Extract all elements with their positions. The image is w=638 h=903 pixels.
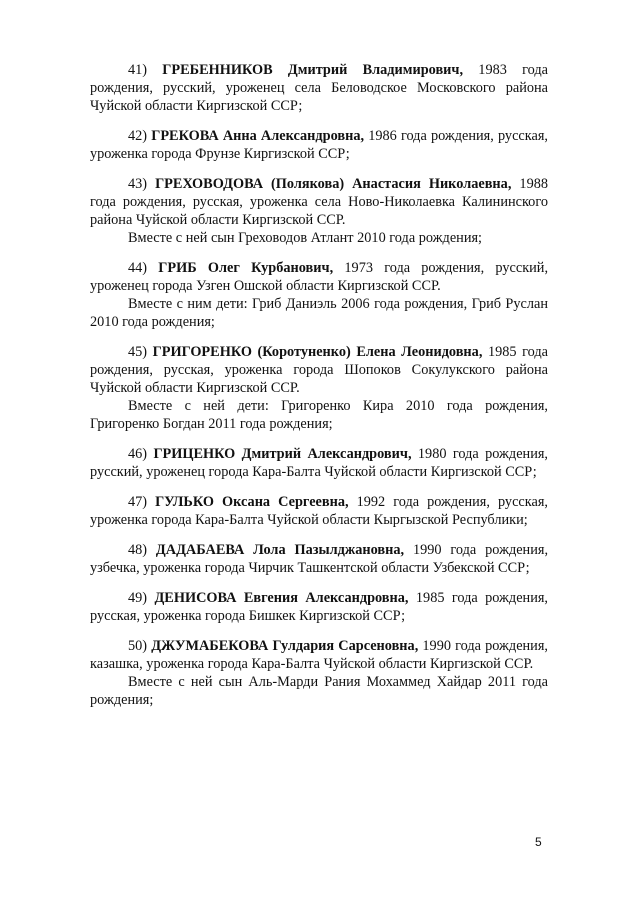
person-name: ГРЕБЕННИКОВ Дмитрий Владимирович, <box>162 62 464 78</box>
list-item <box>90 343 548 433</box>
entry-number: 46) <box>128 446 148 462</box>
list-item <box>90 493 548 529</box>
entry-details: 1990 года рождения, узбечка, уроженка города Чирчик Ташкентской области Узбекской ССР; <box>90 542 549 576</box>
person-name: ДЖУМАБЕКОВА Гулдария Сарсеновна, <box>151 638 419 654</box>
entry-number: 45) <box>128 344 148 360</box>
person-name: ДАДАБАЕВА Лола Пазылджановна, <box>155 542 405 558</box>
entry-note: Вместе с ней дети: Григоренко Кира 2010 года рождения, Григоренко Богдан 2011 года рождения; <box>90 398 548 432</box>
person-name: ГУЛЬКО Оксана Сергеевна, <box>155 494 349 510</box>
entry-number: 49) <box>128 590 148 606</box>
entry-details: 1985 года рождения, русская, уроженка города Шопоков Сокулукского района Чуйской области Киргизской ССР. <box>90 344 548 396</box>
entry-details: 1983 года рождения, русский, уроженец села Беловодское Московского района Чуйской области Киргизской ССР; <box>90 62 548 114</box>
person-name: ГРИБ Олег Курбанович, <box>158 260 334 276</box>
entry-note: Вместе с ней сын Греховодов Атлант 2010 года рождения; <box>128 230 483 246</box>
entry-paragraph <box>90 493 548 529</box>
entry-paragraph <box>90 541 548 577</box>
entry-details: 1990 года рождения, казашка, уроженка города Кара-Балта Чуйской области Киргизской ССР. <box>90 638 548 672</box>
person-name: ДЕНИСОВА Евгения Александровна, <box>154 590 409 606</box>
entry-details: 1988 года рождения, русская, уроженка села Ново-Николаевка Калининского района Чуйской области Киргизской ССР. <box>90 176 549 228</box>
entry-paragraph <box>90 175 548 229</box>
entry-number: 48) <box>128 542 148 558</box>
entry-number: 43) <box>128 176 148 192</box>
list-item <box>90 259 548 331</box>
entry-paragraph <box>90 343 548 397</box>
list-item <box>90 127 548 163</box>
entry-paragraph <box>90 589 548 625</box>
entry-note: Вместе с ней сын Аль-Марди Рания Мохаммед Хайдар 2011 года рождения; <box>90 674 548 708</box>
entry-number: 47) <box>128 494 148 510</box>
entry-paragraph <box>90 259 548 295</box>
entry-paragraph <box>90 127 548 163</box>
list-item <box>90 637 548 709</box>
entry-number: 41) <box>128 62 148 78</box>
person-name: ГРЕКОВА Анна Александровна, <box>151 128 365 144</box>
person-name: ГРИГОРЕНКО (Коротуненко) Елена Леонидовна, <box>152 344 483 360</box>
entry-details: 1992 года рождения, русская, уроженка города Кара-Балта Чуйской области Кыргызской Республики; <box>90 494 548 528</box>
entry-paragraph <box>90 637 548 673</box>
list-item <box>90 541 548 577</box>
entry-details: 1986 года рождения, русская, уроженка города Фрунзе Киргизской ССР; <box>90 128 549 162</box>
entry-details: 1985 года рождения, русская, уроженка города Бишкек Киргизской ССР; <box>90 590 549 624</box>
page-number: 5 <box>535 835 542 849</box>
entry-number: 44) <box>128 260 148 276</box>
list-item <box>90 445 548 481</box>
person-name: ГРИЦЕНКО Дмитрий Александрович, <box>153 446 412 462</box>
entry-number: 50) <box>128 638 148 654</box>
entry-paragraph <box>90 445 548 481</box>
entry-details: 1980 года рождения, русский, уроженец города Кара-Балта Чуйской области Киргизской ССР; <box>90 446 548 480</box>
entry-note: Вместе с ним дети: Гриб Даниэль 2006 года рождения, Гриб Руслан 2010 года рождения; <box>90 296 548 330</box>
entry-number: 42) <box>128 128 148 144</box>
list-item <box>90 61 548 115</box>
list-item <box>90 589 548 625</box>
person-name: ГРЕХОВОДОВА (Полякова) Анастасия Николаевна, <box>155 176 512 192</box>
list-item <box>90 175 548 247</box>
entry-paragraph <box>90 61 548 115</box>
entry-details: 1973 года рождения, русский, уроженец города Узген Ошской области Киргизской ССР. <box>90 260 549 294</box>
